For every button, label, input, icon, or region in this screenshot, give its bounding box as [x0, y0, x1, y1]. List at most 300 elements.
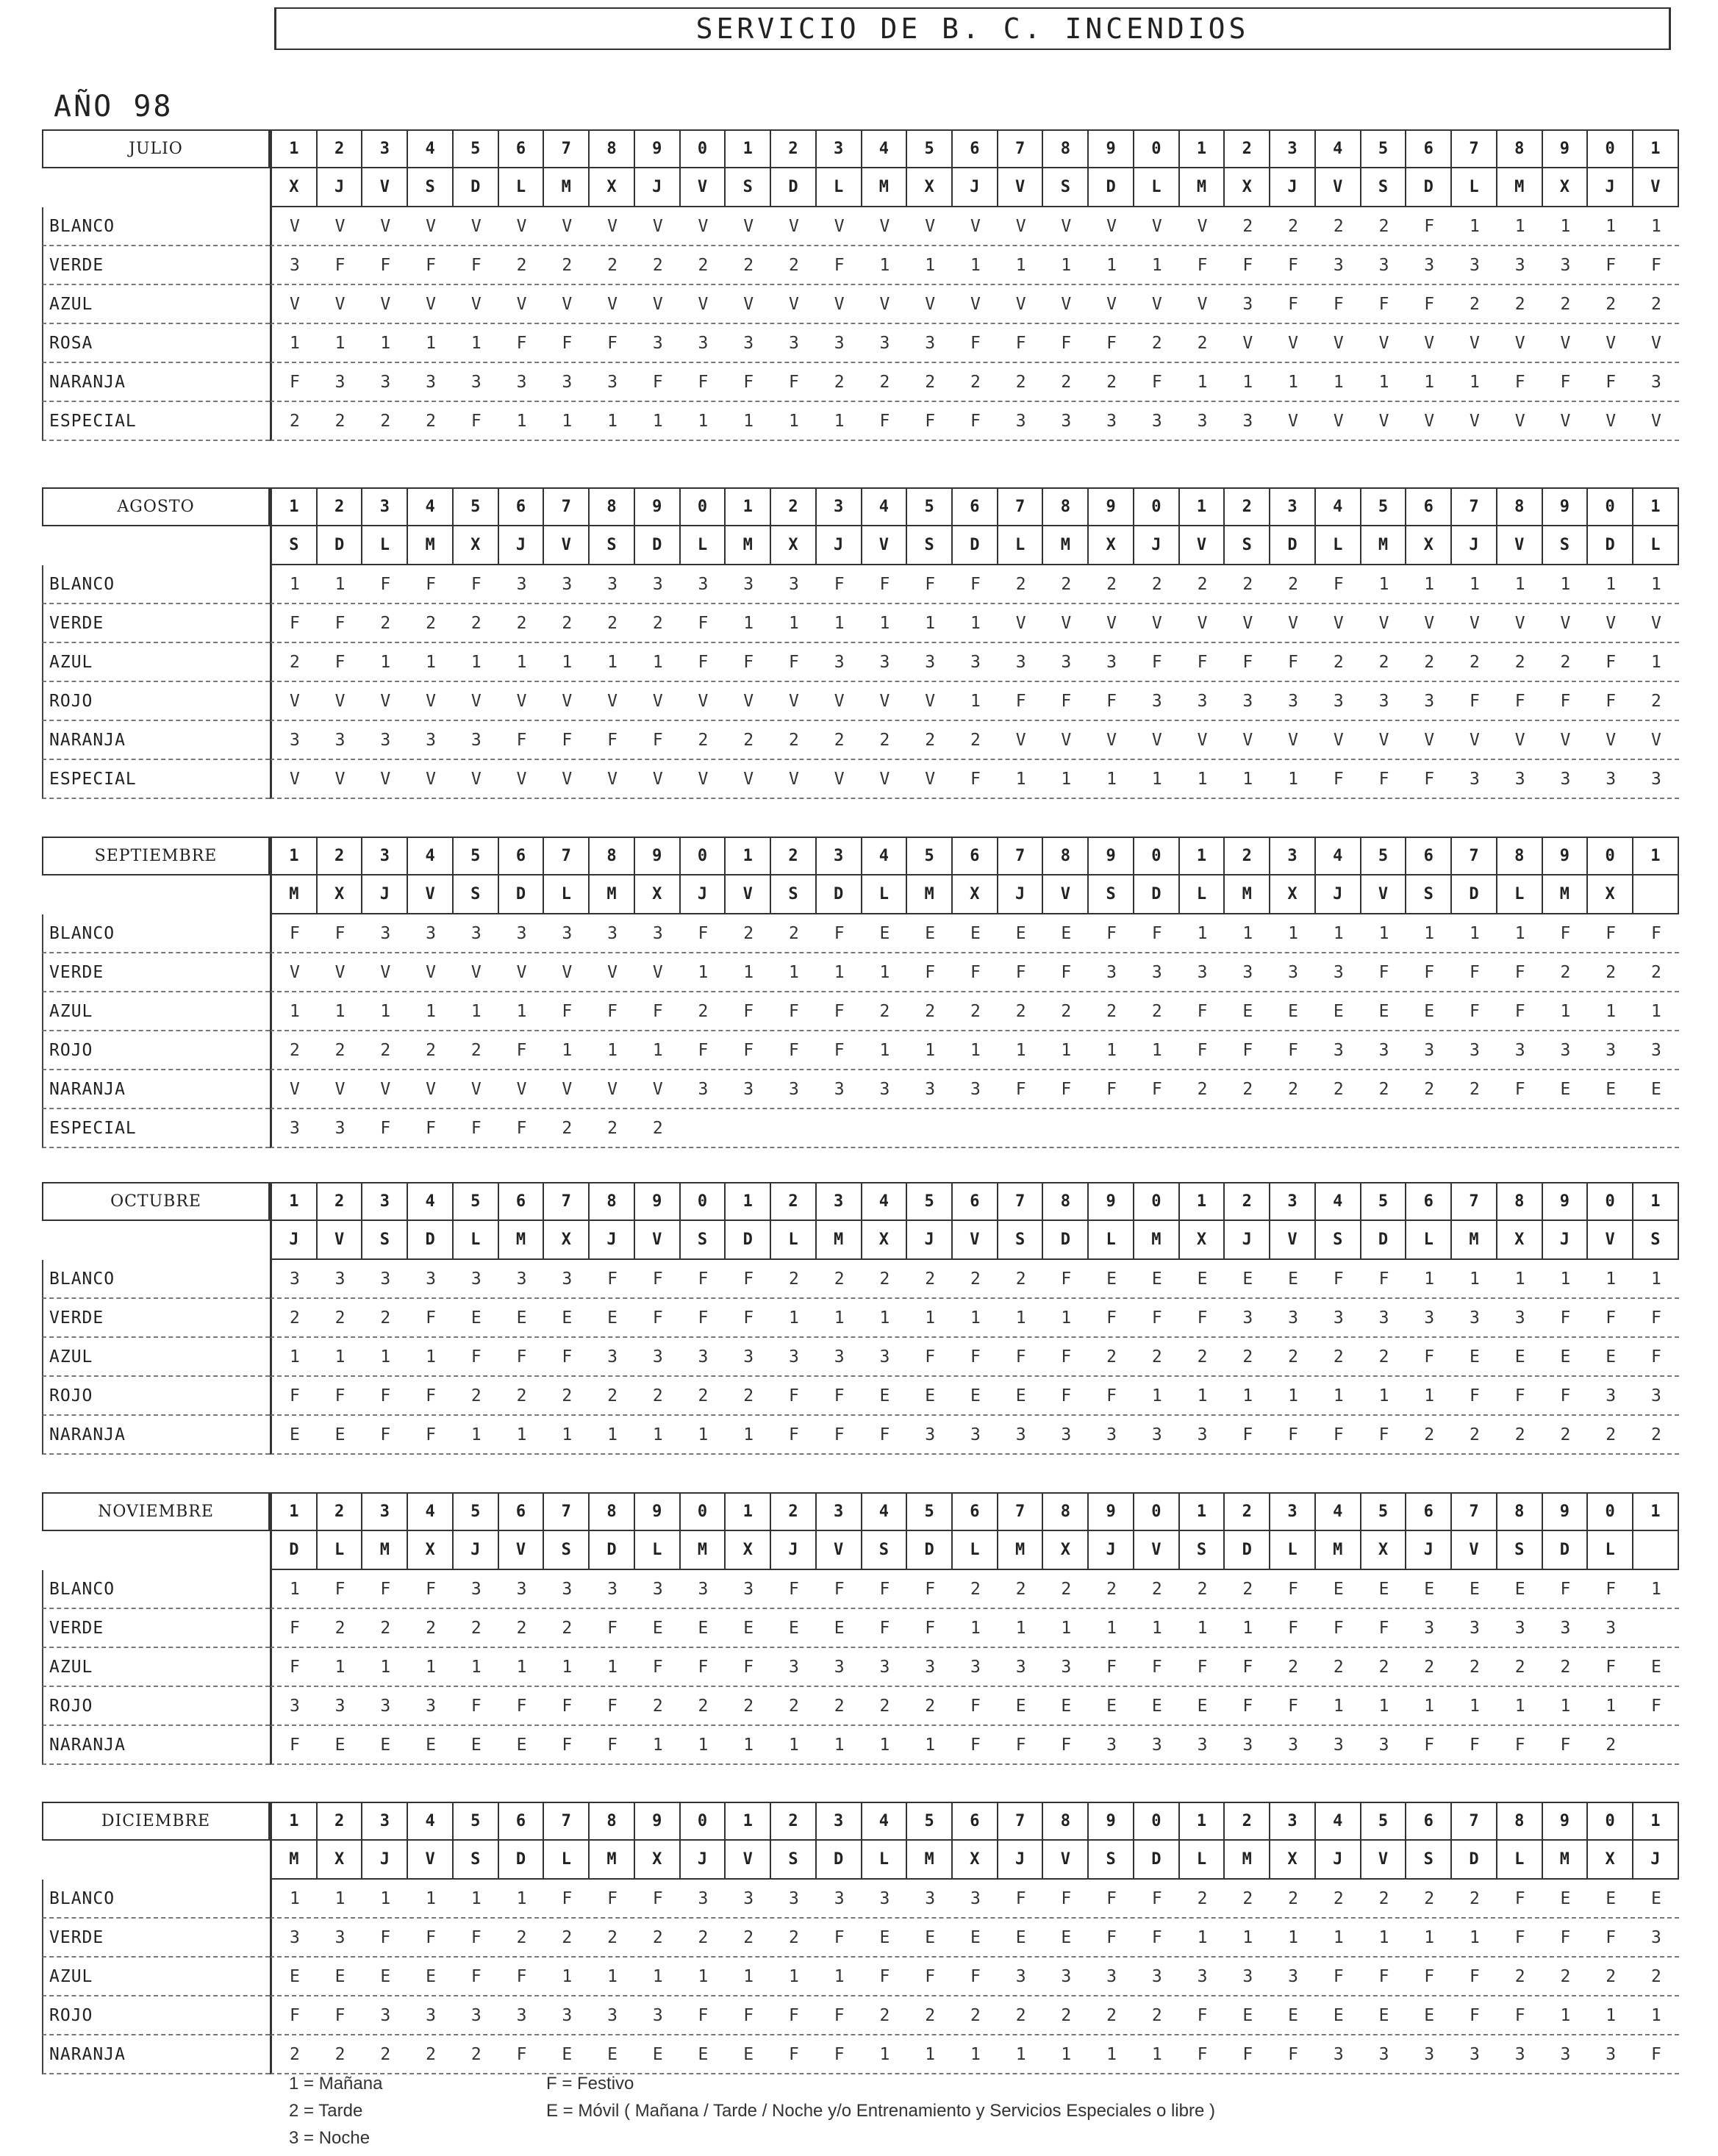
shift-code: 3: [1197, 411, 1208, 431]
shift-code: E: [652, 2044, 663, 2064]
shift-code: 1: [789, 613, 799, 633]
day-number: 5: [907, 1494, 953, 1530]
day-number: 1: [1650, 498, 1661, 516]
shift-code: [1089, 1109, 1134, 1147]
shift-code: 3: [562, 372, 573, 392]
shift-code: F: [1560, 1735, 1571, 1755]
day-number: 0: [1134, 838, 1180, 874]
shift-code: 2: [1197, 1888, 1208, 1908]
shift-code: F: [834, 1001, 845, 1021]
shift-code: 1: [1015, 1308, 1026, 1328]
shift-cells: [270, 721, 1679, 760]
weekday: L: [1650, 536, 1661, 554]
shift-code: E: [1151, 1269, 1162, 1289]
shift-code: F: [289, 1735, 300, 1755]
shift-code: F: [289, 372, 300, 392]
shift-code: 2: [1061, 1001, 1072, 1021]
shift-code: 3: [1015, 411, 1026, 431]
shift-code: 2: [470, 2044, 482, 2064]
shift-code: 3: [1061, 1657, 1072, 1677]
shift-code: 1: [1650, 1579, 1661, 1599]
shift-code: V: [562, 769, 573, 789]
shift-code: 3: [1288, 1966, 1298, 1986]
shift-code: 3: [1606, 769, 1617, 789]
shift-code: 1: [743, 1425, 754, 1444]
shift-group-label: ESPECIAL: [42, 1109, 270, 1148]
shift-code: [681, 1109, 726, 1147]
shift-code: 1: [743, 962, 754, 982]
shift-group-label: VERDE: [42, 1299, 270, 1338]
shift-code: 1: [834, 613, 845, 633]
shift-code: 1: [289, 1347, 300, 1367]
shift-code: F: [334, 923, 346, 943]
shift-code: 2: [925, 372, 936, 392]
shift-code: 2: [652, 1118, 663, 1138]
shift-code: 3: [652, 2005, 663, 2025]
shift-code: 1: [289, 1888, 300, 1908]
day-number-cells: [270, 1492, 1679, 1531]
shift-code: 1: [1424, 1386, 1435, 1405]
shift-code: 3: [380, 923, 391, 943]
shift-code: 2: [1470, 294, 1480, 314]
shift-code: 3: [970, 1888, 981, 1908]
day-number: 3: [1270, 838, 1316, 874]
shift-code: V: [426, 294, 436, 314]
shift-code: [1633, 1109, 1679, 1147]
shift-code: F: [1197, 1040, 1208, 1060]
day-number: 9: [1089, 131, 1134, 167]
weekday: L: [318, 1531, 363, 1569]
shift-group-label: VERDE: [42, 604, 270, 643]
weekday: L: [544, 875, 590, 913]
shift-code: V: [334, 691, 346, 711]
shift-code: 1: [743, 1966, 754, 1986]
shift-code: E: [1061, 923, 1072, 943]
shift-code: F: [1650, 923, 1661, 943]
shift-code: 2: [1197, 574, 1208, 594]
shift-code: 2: [334, 2044, 346, 2064]
shift-code: F: [562, 1001, 573, 1021]
shift-code: E: [879, 923, 890, 943]
shift-code: V: [1606, 730, 1617, 750]
day-number: 3: [362, 838, 408, 874]
shift-code: V: [1015, 216, 1026, 236]
shift-code: F: [1015, 691, 1026, 711]
shift-code: 3: [1470, 1618, 1480, 1638]
shift-code: V: [1333, 411, 1344, 431]
shift-code: 2: [698, 1386, 709, 1405]
shift-code: F: [516, 730, 527, 750]
legend-code-key: F = Festivo: [546, 2074, 634, 2094]
shift-code: 3: [834, 1347, 845, 1367]
day-number: 4: [862, 131, 908, 167]
shift-code: V: [470, 769, 482, 789]
shift-code: 2: [289, 411, 300, 431]
day-number: 6: [499, 1183, 545, 1220]
shift-code: 3: [1514, 1618, 1525, 1638]
shift-code: 1: [1151, 1618, 1162, 1638]
shift-code: E: [1288, 1001, 1298, 1021]
shift-code: 3: [652, 333, 663, 353]
day-number: 3: [362, 1494, 408, 1530]
day-number: 0: [681, 1183, 726, 1220]
shift-code: F: [516, 1966, 527, 1986]
shift-code: V: [470, 691, 482, 711]
shift-code: 1: [1197, 1618, 1208, 1638]
shift-code: 2: [698, 730, 709, 750]
day-number: 3: [1270, 489, 1316, 525]
shift-code: 3: [970, 1079, 981, 1099]
weekday-cells: [270, 1221, 1679, 1260]
shift-code: 3: [1378, 1308, 1389, 1328]
shift-code: F: [1242, 1040, 1253, 1060]
shift-code: E: [1015, 923, 1026, 943]
shift-code: 3: [789, 1888, 799, 1908]
shift-code: F: [1151, 1079, 1162, 1099]
weekday: L: [1270, 1531, 1316, 1569]
shift-code: 1: [1151, 769, 1162, 789]
shift-code: 2: [516, 1386, 527, 1405]
shift-code: F: [789, 2005, 799, 2025]
shift-code: 2: [1197, 1347, 1208, 1367]
shift-code: V: [1061, 216, 1072, 236]
shift-code: V: [426, 1079, 436, 1099]
weekday: M: [907, 875, 953, 913]
shift-code: 1: [1560, 574, 1571, 594]
month-table: [42, 1802, 1679, 2074]
shift-code: F: [1106, 1308, 1117, 1328]
shift-code: E: [334, 1735, 346, 1755]
shift-code: 2: [516, 1927, 527, 1947]
day-number: 8: [1043, 1494, 1089, 1530]
weekday: S: [272, 526, 318, 564]
weekday: M: [862, 168, 908, 206]
shift-code: F: [698, 1040, 709, 1060]
day-number: 6: [953, 489, 998, 525]
shift-code: 1: [470, 1888, 482, 1908]
shift-code: 2: [1378, 1079, 1389, 1099]
shift-code: V: [289, 691, 300, 711]
shift-code: 2: [470, 1386, 482, 1405]
shift-code: F: [607, 730, 618, 750]
shift-code: V: [1470, 730, 1480, 750]
shift-code: V: [426, 769, 436, 789]
month-table: [42, 487, 1679, 799]
shift-code: 3: [1424, 1308, 1435, 1328]
shift-code: F: [743, 1308, 754, 1328]
shift-code: F: [1606, 1927, 1617, 1947]
shift-code: F: [925, 1347, 936, 1367]
weekday: L: [1452, 168, 1497, 206]
shift-code: 2: [879, 372, 890, 392]
shift-code: 2: [1197, 1579, 1208, 1599]
shift-code: F: [834, 574, 845, 594]
weekday: X: [1180, 1221, 1225, 1258]
shift-code: 2: [1650, 294, 1661, 314]
shift-code: 3: [1333, 1308, 1344, 1328]
shift-code: V: [879, 216, 890, 236]
shift-code: V: [380, 769, 391, 789]
day-number: 3: [1270, 1494, 1316, 1530]
shift-code: E: [1378, 1001, 1389, 1021]
shift-code: 1: [516, 1001, 527, 1021]
shift-code: 1: [1378, 923, 1389, 943]
shift-code: V: [652, 1079, 663, 1099]
shift-code: 1: [562, 1040, 573, 1060]
shift-code: V: [1378, 333, 1389, 353]
shift-code: F: [470, 411, 482, 431]
day-number: 3: [817, 1803, 862, 1839]
weekday: L: [998, 526, 1044, 564]
day-number: 5: [907, 1803, 953, 1839]
shift-code: 2: [1015, 372, 1026, 392]
shift-code: V: [607, 962, 618, 982]
shift-code: 3: [1106, 652, 1117, 672]
shift-code: 2: [1061, 574, 1072, 594]
day-number: 7: [1452, 1183, 1497, 1220]
weekday-row: [42, 526, 1679, 565]
weekday: D: [817, 875, 862, 913]
shift-code: 3: [562, 2005, 573, 2025]
day-number: 0: [1588, 1803, 1633, 1839]
weekday: D: [499, 1841, 545, 1878]
day-number: 1: [272, 838, 318, 874]
shift-code: [1225, 1109, 1270, 1147]
shift-group-label: VERDE: [42, 1919, 270, 1958]
shift-code: E: [743, 2044, 754, 2064]
shift-code: 3: [470, 1579, 482, 1599]
shift-code: 1: [1333, 1386, 1344, 1405]
weekday: M: [1543, 1841, 1589, 1878]
shift-code: V: [1151, 613, 1162, 633]
shift-group-label: NARANJA: [42, 2035, 270, 2074]
shift-code: 1: [970, 613, 981, 633]
shift-code: F: [789, 372, 799, 392]
shift-code: V: [562, 294, 573, 314]
shift-code: F: [1514, 1001, 1525, 1021]
shift-code: V: [1106, 613, 1117, 633]
weekday: X: [1270, 1841, 1316, 1878]
shift-code: 2: [879, 1269, 890, 1289]
weekday: S: [771, 1841, 817, 1878]
shift-code: 1: [1061, 1308, 1072, 1328]
shift-code: 3: [1242, 1735, 1253, 1755]
day-number: 9: [1089, 1803, 1134, 1839]
shift-code: 1: [1424, 1927, 1435, 1947]
shift-code: F: [516, 2044, 527, 2064]
shift-code: 3: [925, 333, 936, 353]
shift-code: 3: [879, 652, 890, 672]
legend-shift-key: 1 = Mañana: [289, 2074, 383, 2094]
shift-code: 3: [1560, 769, 1571, 789]
shift-code: E: [652, 1618, 663, 1638]
shift-code: F: [1061, 1269, 1072, 1289]
weekday: V: [318, 1221, 363, 1258]
shift-code: E: [1061, 1696, 1072, 1716]
shift-code: F: [1470, 2005, 1480, 2025]
shift-code: F: [970, 1696, 981, 1716]
shift-code: V: [1061, 613, 1072, 633]
shift-cells: [270, 1260, 1679, 1299]
shift-code: 1: [1197, 923, 1208, 943]
shift-code: [771, 1109, 817, 1147]
shift-code: 2: [516, 613, 527, 633]
shift-cells: [270, 914, 1679, 953]
shift-code: F: [1606, 372, 1617, 392]
shift-code: E: [1378, 1579, 1389, 1599]
shift-code: E: [426, 1966, 436, 1986]
shift-code: V: [607, 216, 618, 236]
weekday: S: [590, 526, 635, 564]
shift-cells: [270, 1299, 1679, 1338]
shift-code: 1: [607, 411, 618, 431]
shift-code: 3: [1333, 962, 1344, 982]
day-number: 7: [998, 489, 1044, 525]
day-number: 0: [1134, 1803, 1180, 1839]
shift-code: [1543, 1109, 1589, 1147]
shift-code: F: [1514, 1079, 1525, 1099]
day-number: 1: [726, 838, 771, 874]
weekday: L: [862, 875, 908, 913]
day-number: 8: [1497, 1494, 1543, 1530]
shift-code: 2: [1560, 1657, 1571, 1677]
weekday: V: [998, 168, 1044, 206]
shift-code: V: [426, 691, 436, 711]
shift-code: F: [1378, 294, 1389, 314]
shift-code: F: [1197, 255, 1208, 275]
shift-code: F: [1197, 2044, 1208, 2064]
day-number: 3: [1270, 1803, 1316, 1839]
shift-code: 1: [970, 255, 981, 275]
shift-code: 1: [1514, 574, 1525, 594]
shift-code: F: [925, 962, 936, 982]
shift-code: 2: [743, 1696, 754, 1716]
shift-code: 3: [1015, 1657, 1026, 1677]
shift-cells: [270, 2035, 1679, 2074]
weekday: D: [1089, 168, 1134, 206]
shift-code: F: [789, 652, 799, 672]
shift-code: F: [334, 2005, 346, 2025]
weekday: D: [499, 875, 545, 913]
shift-code: [726, 1109, 771, 1147]
shift-code: 3: [1606, 1618, 1617, 1638]
shift-code: 2: [607, 613, 618, 633]
shift-code: V: [516, 769, 527, 789]
shift-code: 1: [1514, 216, 1525, 236]
shift-code: F: [1560, 691, 1571, 711]
shift-code: E: [1650, 1657, 1661, 1677]
shift-code: F: [834, 1386, 845, 1405]
weekday: D: [272, 1531, 318, 1569]
shift-code: 2: [562, 1386, 573, 1405]
shift-row: [42, 1031, 1679, 1070]
day-number: 4: [862, 1803, 908, 1839]
shift-code: V: [743, 216, 754, 236]
shift-code: 2: [1650, 1425, 1661, 1444]
shift-code: 1: [562, 652, 573, 672]
shift-code: F: [1288, 1618, 1298, 1638]
weekday: X: [454, 526, 499, 564]
day-number: 1: [272, 131, 318, 167]
shift-code: E: [1560, 1079, 1571, 1099]
weekday: D: [953, 526, 998, 564]
shift-code: 3: [1378, 1040, 1389, 1060]
shift-code: 2: [1061, 1579, 1072, 1599]
shift-code: [907, 1109, 953, 1147]
shift-code: 3: [470, 372, 482, 392]
shift-row: [42, 246, 1679, 285]
shift-code: 2: [1288, 1347, 1298, 1367]
shift-code: F: [334, 1579, 346, 1599]
shift-code: V: [743, 769, 754, 789]
shift-code: F: [789, 1386, 799, 1405]
day-number: 0: [1588, 1494, 1633, 1530]
shift-group-label: NARANJA: [42, 1416, 270, 1455]
shift-row: [42, 565, 1679, 604]
weekday: M: [726, 526, 771, 564]
day-number: 9: [1543, 131, 1589, 167]
shift-code: V: [1606, 333, 1617, 353]
shift-row: [42, 604, 1679, 643]
shift-code: V: [1197, 730, 1208, 750]
shift-group-label: VERDE: [42, 246, 270, 285]
day-number: 2: [771, 838, 817, 874]
shift-code: 3: [879, 1888, 890, 1908]
day-number: 9: [635, 1494, 681, 1530]
shift-code: [1633, 1609, 1679, 1647]
weekday: J: [454, 1531, 499, 1569]
shift-cells: [270, 1570, 1679, 1609]
weekday: J: [953, 168, 998, 206]
shift-row: [42, 1377, 1679, 1416]
shift-code: 1: [743, 613, 754, 633]
shift-code: 3: [1470, 1308, 1480, 1328]
shift-code: 2: [1242, 1888, 1253, 1908]
shift-cells: [270, 1726, 1679, 1765]
day-number: 3: [362, 1183, 408, 1220]
weekday: X: [318, 875, 363, 913]
day-number: 2: [318, 1183, 363, 1220]
shift-code: 1: [834, 1735, 845, 1755]
shift-code: 3: [426, 2005, 436, 2025]
shift-code: 1: [652, 652, 663, 672]
shift-code: 1: [1242, 923, 1253, 943]
shift-code: 1: [698, 962, 709, 982]
shift-code: V: [1650, 411, 1661, 431]
weekday: D: [318, 526, 363, 564]
shift-code: F: [1288, 652, 1298, 672]
day-number: 0: [1588, 838, 1633, 874]
day-number: 1: [1180, 1803, 1225, 1839]
weekday: M: [1225, 1841, 1270, 1878]
day-number: 1: [726, 1183, 771, 1220]
shift-code: F: [470, 1696, 482, 1716]
shift-code: 3: [426, 1269, 436, 1289]
shift-code: V: [1288, 613, 1298, 633]
weekday: S: [1650, 1231, 1661, 1249]
shift-code: F: [1424, 962, 1435, 982]
shift-code: E: [1197, 1696, 1208, 1716]
shift-code: V: [1061, 730, 1072, 750]
shift-code: F: [1606, 1657, 1617, 1677]
shift-code: 2: [1424, 1657, 1435, 1677]
shift-code: 2: [1015, 1001, 1026, 1021]
shift-code: 3: [1288, 691, 1298, 711]
shift-code: 3: [426, 372, 436, 392]
shift-code: 2: [1606, 962, 1617, 982]
shift-code: 3: [1378, 2044, 1389, 2064]
shift-code: E: [1197, 1269, 1208, 1289]
